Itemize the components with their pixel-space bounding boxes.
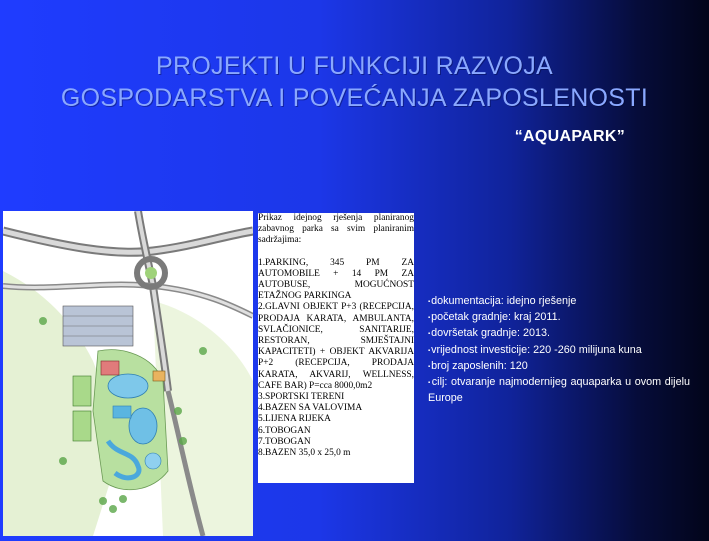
list-item: 8.BAZEN 35,0 x 25,0 m xyxy=(258,448,351,459)
bullet-icon: ▪ xyxy=(428,347,431,354)
title-line-2: GOSPODARSTVA I POVEĆANJA ZAPOSLENOSTI xyxy=(60,84,649,112)
bullet-icon: ▪ xyxy=(428,363,431,370)
bullet-icon: ▪ xyxy=(428,331,431,338)
description-intro: Prikaz idejnog rješenja planiranog zabavnog parka sa svim planiranim sadržajima: xyxy=(258,213,414,246)
bullet-icon: ▪ xyxy=(428,315,431,322)
list-item: 5.LIJENA RIJEKA xyxy=(258,414,331,425)
list-item xyxy=(428,343,690,359)
fact-text: broj zaposlenih: 120 xyxy=(431,359,528,372)
list-item xyxy=(428,326,690,342)
list-item: 1.PARKING, 345 PM ZA AUTOMOBILE + 14 PM ZA AUTOBUSE, MOGUĆNOST ETAŽNOG PARKINGA xyxy=(258,257,414,302)
list-item xyxy=(428,359,690,375)
bullet-icon: ▪ xyxy=(428,380,431,387)
title-line-1: PROJEKTI U FUNKCIJI RAZVOJA xyxy=(155,52,554,80)
fact-text: dovršetak gradnje: 2013. xyxy=(431,327,550,340)
bullet-icon: ▪ xyxy=(428,299,431,305)
facility-list xyxy=(258,258,414,460)
slide-title xyxy=(0,50,709,114)
list-item: 3.SPORTSKI TERENI xyxy=(258,392,345,403)
site-plan-drawing xyxy=(3,211,253,536)
list-item xyxy=(428,294,690,310)
fact-text: cilj: otvaranje najmodernijeg aquaparka u ovom dijelu Europe xyxy=(428,376,690,405)
slide-subtitle: “AQUAPARK” xyxy=(514,128,625,145)
list-item xyxy=(428,310,690,326)
site-plan-image xyxy=(3,211,253,536)
project-facts xyxy=(428,294,690,406)
list-item: 6.TOBOGAN xyxy=(258,425,311,436)
list-item xyxy=(428,375,690,406)
list-item: 2.GLAVNI OBJEKT P+3 (RECEPCIJA, PRODAJA KARATA, AMBULANTA, SVLAČIONICE, SANITARIJE, RESTORAN, SMJEŠTAJNI KAPACITETI) + OBJEKT AKVARIJA P+2 (RECEPCIJA, PRODAJA KARATA, AKVARIJ, WELLNESS, CAFE BAR) P=cca 8000,0m2 xyxy=(258,302,414,391)
list-item: 7.TOBOGAN xyxy=(258,436,311,447)
fact-text: vrijednost investicije: 220 -260 milijuna kuna xyxy=(431,343,642,356)
plan-description xyxy=(258,213,414,483)
list-item: 4.BAZEN SA VALOVIMA xyxy=(258,403,363,414)
fact-text: početak gradnje: kraj 2011. xyxy=(431,311,561,324)
fact-text: dokumentacija: idejno rješenje xyxy=(431,295,577,307)
